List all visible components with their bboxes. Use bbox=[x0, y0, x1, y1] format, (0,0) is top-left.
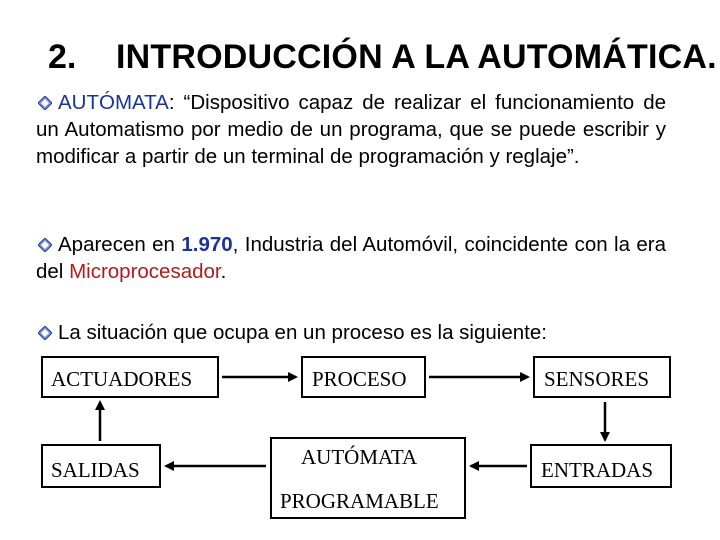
title-text: INTRODUCCIÓN A LA AUTOMÁTICA. bbox=[116, 38, 717, 76]
box-sensores bbox=[533, 356, 671, 398]
label-programable: PROGRAMABLE bbox=[280, 489, 439, 513]
microprocesador-highlight: Microprocesador bbox=[69, 260, 221, 283]
box-actuadores bbox=[41, 356, 219, 398]
history-text-middle: , Industria del Automóvil, coincidente con la era del bbox=[36, 233, 666, 283]
history-text-end: . bbox=[220, 260, 227, 283]
label-proceso: PROCESO bbox=[312, 367, 407, 391]
box-automata-programable bbox=[270, 437, 466, 519]
label-sensores: SENSORES bbox=[544, 367, 650, 391]
history-text-before: Aparecen en bbox=[58, 233, 182, 256]
situation-text: La situación que ocupa en un proceso es la siguiente: bbox=[58, 321, 547, 344]
box-entradas bbox=[530, 444, 672, 488]
box-salidas bbox=[41, 444, 161, 488]
year-highlight: 1.970 bbox=[181, 233, 233, 256]
label-salidas: SALIDAS bbox=[51, 458, 140, 482]
label-automata: AUTÓMATA bbox=[301, 445, 418, 469]
box-proceso bbox=[301, 356, 426, 398]
label-actuadores: ACTUADORES bbox=[51, 367, 193, 391]
label-entradas: ENTRADAS bbox=[541, 458, 654, 482]
title-number: 2. bbox=[48, 38, 77, 76]
term-automata: AUTÓMATA bbox=[58, 91, 169, 114]
definition-text: : “Dispositivo capaz de realizar el funcionamiento de un Automatismo por medio de un programa, que se puede escribir y modificar a partir de un terminal de programación y reglaje”. bbox=[36, 91, 666, 168]
